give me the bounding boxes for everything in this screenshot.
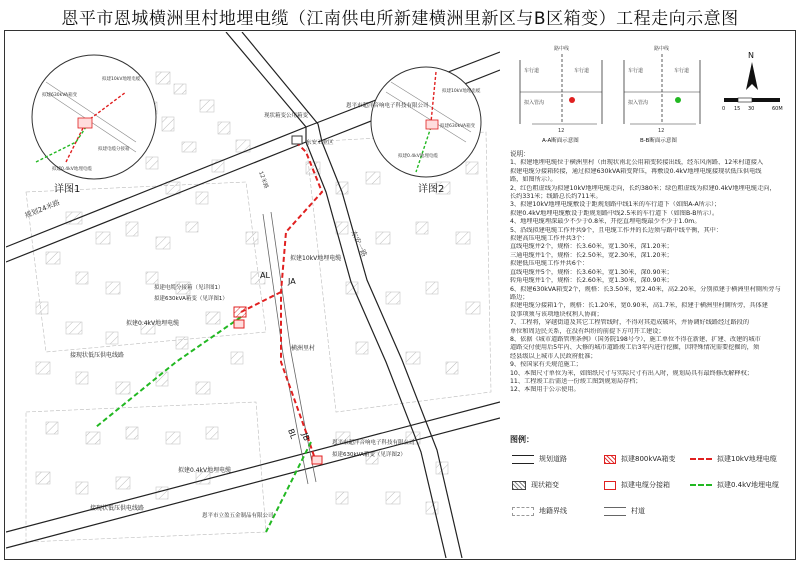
note-line: 经县级以上城市人民政府批准； — [510, 352, 597, 360]
detail1-cable04-label: 拟建0.4kV地埋电缆 — [52, 167, 92, 172]
detail2-box-label: 拟建630kVA箱变 — [440, 124, 476, 129]
north-label: N — [748, 51, 754, 60]
section-a — [520, 45, 602, 144]
cross-sections — [502, 32, 794, 147]
legend — [508, 434, 790, 554]
note-line: 6、拟建630kVA箱变2个，规格：长3.50米，宽2.40米，高2.20米，分别拟建于横洲里村厕所旁与 — [510, 285, 781, 293]
legend-label-newbox: 拟建800kVA箱变 — [621, 455, 676, 463]
branch-box-marker — [234, 307, 246, 317]
section-b-l2: 路中线 — [654, 46, 670, 52]
detail1-cable10-label: 拟建10kV地埋电缆 — [102, 77, 141, 82]
note-line: 12、本图用于公示使用。 — [510, 386, 580, 394]
note-line: 路，如图所示）。 — [510, 176, 557, 184]
section-b — [624, 45, 700, 144]
branch-box-label: 拟建电缆分接箱（见详图1） — [154, 285, 224, 291]
note-line: 5、沿线拟建电缆工作井共9个，且电缆工作井的长边须与路中线平衡，其中： — [510, 226, 723, 234]
right-panel — [502, 32, 794, 558]
notes — [510, 150, 790, 395]
legend-swatch-oldbox — [512, 481, 526, 490]
section-a-l3: 车行道 — [574, 68, 590, 74]
detail-circle-2 — [371, 67, 481, 195]
transformer-630-marker-b — [312, 456, 322, 464]
yinghui-label: 恩平市超洋音响电子科技有限公司 — [346, 103, 429, 109]
cable-10kv-route — [241, 142, 322, 462]
legend-label-road: 规划道路 — [539, 455, 567, 463]
legend-label-oldbox: 现状箱变 — [531, 481, 559, 489]
section-b-caption: B-B断面示意图 — [640, 138, 677, 144]
note-line: 1、拟建地埋电缆位于横洲里村（由现状南北公用箱变转接出线，经东风南路、12米村道接入 — [510, 159, 764, 167]
notes-lines — [510, 159, 790, 394]
note-line: 3、拟建10kV地埋电缆敷设于距规划路中线1米的车行道下（如图A-A所示）； — [510, 201, 721, 209]
marker-jb: JB — [300, 431, 312, 443]
legend-item-road — [512, 452, 567, 466]
page-title: 恩平市恩城横洲里村地埋电缆（江南供电所新建横洲里新区与B区箱变）工程走向示意图 — [61, 9, 739, 29]
detail1-box-label: 拟建630kVA箱变 — [42, 93, 78, 98]
section-b-dim: 12 — [658, 128, 665, 134]
marker-bl: BL — [286, 427, 298, 441]
note-line: 拟建电缆分接箱1个，规格：长1.20米，宽0.90米，高1.7米，拟建于横洲里村厕所旁，具体建 — [510, 302, 768, 310]
note-line: 长约331米；线路总长约711米。 — [510, 193, 602, 201]
dongan-label: 东安工业区 — [306, 140, 334, 146]
note-line: 8、依据《城市道路管理条例》（国务院198号令），施工单位不得在新建、扩建、改建的城市 — [510, 335, 761, 343]
notes-heading: 说明： — [510, 150, 530, 158]
scale-tick-3: 60M — [772, 106, 783, 112]
detail2-cable04-label: 拟建0.4kV地埋电缆 — [398, 154, 438, 159]
road-north-label: 12米路 — [257, 170, 269, 190]
detail2-cable10-label: 拟建10kV地埋电缆 — [442, 89, 481, 94]
legend-swatch-newbox — [604, 455, 616, 464]
note-line: 拟建高压电缆工作井共3个： — [510, 235, 589, 243]
existing-transformer-box — [292, 136, 302, 144]
legend-item-newbox — [604, 452, 676, 466]
note-line: 直线电缆井5个，规格：长3.60米，宽1.30米，深0.90米； — [510, 268, 673, 276]
note-line: 单位和周边民关系，在没有纠纷的前提下方可开工建设； — [510, 327, 665, 335]
transformer-630-marker-a — [234, 320, 244, 328]
existing-box-label: 现状箱变公用箱变 — [264, 113, 309, 119]
marker-al: AL — [260, 271, 270, 280]
legend-item-village — [604, 504, 645, 518]
note-line: 设事项须与该项地块权利人协商； — [510, 310, 603, 318]
scale-tick-1: 15 — [734, 106, 741, 112]
detail2-title: 详图2 — [418, 184, 445, 195]
note-line: 道路交付使用后5年内、大修的城市道路竣工后3年内进行挖掘，因特殊情况需要挖掘的，须 — [510, 344, 760, 352]
legend-item-cable10 — [690, 452, 777, 466]
legend-item-branch — [604, 478, 670, 492]
note-line: 三通电缆井1个，规格：长2.50米，宽2.30米，深1.20米； — [510, 251, 673, 259]
legend-swatch-cadastral — [512, 507, 534, 516]
legend-swatch-village — [604, 507, 626, 516]
legend-label-village: 村道 — [631, 507, 645, 515]
scale-bar — [722, 98, 783, 112]
north-arrow — [746, 51, 758, 90]
note-line: 拟建电缆分接箱转接，通过拟建630kVA箱变降压，再敷设0.4kV地埋电缆接现状低压供电线 — [510, 167, 762, 175]
note-line: 拟建低压电缆工作井共6个： — [510, 260, 589, 268]
note-line: 直线电缆井2个，规格：长3.60米，宽1.30米，深1.20米； — [510, 243, 673, 251]
company2-label: 恩平市超洋音响电子科技有限公司 — [332, 440, 415, 446]
existing-lv2-label: 接现状低压供电线路 — [90, 505, 145, 512]
legend-swatch-cable04 — [690, 484, 712, 486]
section-a-dim: 12 — [558, 128, 565, 134]
legend-item-cadastral — [512, 504, 567, 518]
legend-label-branch: 拟建电缆分接箱 — [621, 481, 670, 489]
detail-circle-1 — [32, 55, 156, 195]
marker-ja: JA — [288, 277, 296, 286]
cable10-label: 拟建10kV地埋电缆 — [290, 255, 342, 262]
box630a-label: 拟建630kVA箱变（见详图1） — [154, 296, 228, 302]
legend-swatch-branch — [604, 481, 616, 490]
note-line: 10、本图尺寸单位为米，如图纸尺寸与实际尺寸有出入时，规划局具有最终修改解释权； — [510, 369, 753, 377]
section-b-l1: 车行道 — [628, 68, 644, 74]
note-line: 2、红色粗虚线为拟建10kV地埋电缆走向，长约380米；绿色粗虚线为拟建0.4kV地埋电缆走向， — [510, 184, 776, 192]
box630b-label: 拟建630kVA箱变（见详图2） — [332, 452, 406, 458]
note-line: 转角电缆井1个，规格：长2.60米，宽1.30米，深0.90米； — [510, 277, 673, 285]
legend-title: 图例： — [510, 435, 534, 444]
existing-lv-label: 接现状低压供电线路 — [70, 352, 125, 359]
legend-item-oldbox — [512, 478, 559, 492]
legend-label-cable04: 拟建0.4kV地埋电缆 — [717, 481, 779, 489]
note-line: 4、地埋电缆埋深最少不少于0.8米，开挖直埋电缆最少不少于1.0m。 — [510, 218, 701, 226]
section-a-l4: 拟入管沟 — [524, 100, 545, 106]
site-map[interactable] — [6, 32, 500, 558]
note-line: 11、工程竣工后需送一份竣工图到规划局存档； — [510, 377, 642, 385]
detail1-title: 详图1 — [54, 184, 81, 195]
legend-item-cable04 — [690, 478, 779, 492]
village-label: 横洲里村 — [291, 345, 316, 352]
legend-label-cadastral: 地籍界线 — [539, 507, 567, 515]
hardware-label: 恩平市立盈五金制品有限公司 — [202, 513, 274, 519]
note-line: 7、工程将，穿越街道及其它工程管线时，不得对其造成破坏，并协调好线路经过路段的 — [510, 319, 750, 327]
road-east-label: 东安一路 — [349, 229, 369, 259]
detail1-branch-label: 拟建电缆分接箱 — [98, 147, 130, 152]
section-a-caption: A-A断面示意图 — [542, 138, 579, 144]
road-west-label: 规划24米路 — [23, 198, 61, 220]
section-a-l1: 车行道 — [524, 68, 540, 74]
scale-tick-0: 0 — [722, 106, 726, 112]
section-b-l4: 拟入管沟 — [628, 100, 649, 106]
scale-tick-2: 30 — [748, 106, 755, 112]
section-a-l2: 路中线 — [554, 46, 570, 52]
legend-swatch-cable10 — [690, 458, 712, 460]
cable04b-label: 拟建0.4kV地埋电缆 — [178, 467, 232, 474]
note-line: 路边； — [510, 293, 529, 301]
legend-swatch-road — [512, 455, 534, 464]
note-line: 9、按国家有关规范施工； — [510, 361, 582, 369]
cable04a-label: 拟建0.4kV地埋电缆 — [126, 320, 180, 327]
legend-label-cable10: 拟建10kV地埋电缆 — [717, 455, 777, 463]
note-line: 拟建0.4kV地埋电缆敷设于距规划路中线2.5米的车行道下（如图B-B所示）。 — [510, 209, 719, 217]
section-b-l3: 车行道 — [674, 68, 690, 74]
